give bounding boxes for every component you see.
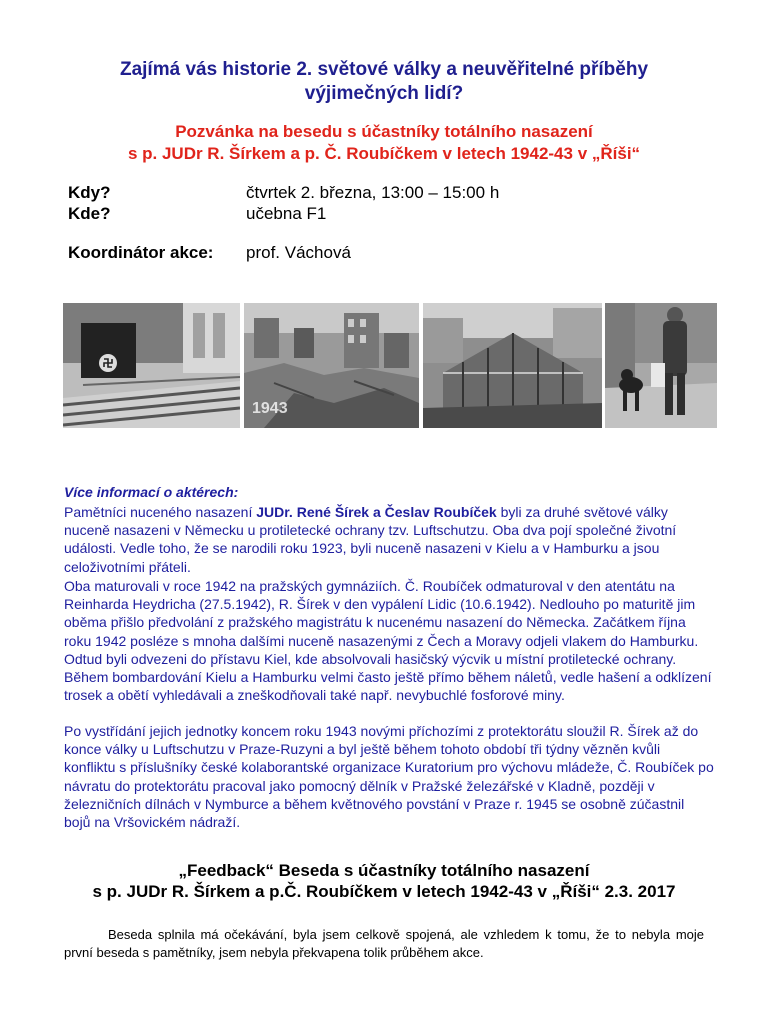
headline-line-2: výjimečných lidí? — [304, 83, 464, 104]
paragraph-1-names: JUDr. René Šírek a Česlav Roubíček — [256, 504, 497, 520]
headline — [80, 58, 688, 106]
invitation-title — [60, 121, 708, 165]
feedback-text: Beseda splnila má očekávání, byla jsem celkově spojená, ale vzhledem k tomu, že to nebyla moje první beseda s pamětníky, jsem nebyla překvapena tolik průběhem akce. — [64, 927, 704, 960]
where-row — [68, 204, 327, 224]
photo-banquet-hall — [63, 303, 240, 428]
feedback-title — [40, 860, 728, 902]
invitation-line-1: Pozvánka na besedu s účastníky totálního nasazení — [175, 122, 593, 141]
paragraph-1 — [64, 503, 714, 576]
headline-line-1: Zajímá vás historie 2. světové války a neuvěřitelné příběhy — [119, 59, 649, 80]
where-label: Kde? — [68, 204, 111, 223]
paragraph-1-rest: byli za druhé světové války nuceně nasazeni v Německu u protiletecké ochrany tzv. Luftschutzu. Oba dva pojí společné životní události. Vedle toho, že se narodili roku 1923, byli nuceně nasazeni v Kielu a v Hamburku a jsou celoživotními přáteli. — [64, 504, 677, 575]
feedback-line-2: s p. JUDr R. Šírkem a p.Č. Roubíčkem v letech 1942-43 v „Říši“ 2.3. 2017 — [92, 882, 676, 901]
paragraph-2: Oba maturovali v roce 1942 na pražských gymnáziích. Č. Roubíček odmaturoval v den atentátu na Reinharda Heydricha (27.5.1942), R. Šírek v den vypálení Lidic (10.6.1942). Nedlouho po maturitě jim oběma přišlo předvolání z pražského magistrátu k nucenému nasazení do Německa. Začátkem října roku 1942 posléze s mnoha dalšími nuceně nasazenými z Čech a Moravy odjeli vlakem do Hamburku. Odtud byli odvezeni do přístavu Kiel, kde absolvovali hasičský výcvik u místní protiletecké ochrany. Během bombardování Kielu a Hamburku velmi často ještě přímo během náletů, vedle hašení a odklízení trosek a obětí vyhledávali a zneškodňovali také např. nevybuchlé fosforové miny. — [64, 578, 712, 704]
coordinator-value: prof. Váchová — [246, 243, 351, 262]
photo-bombed-city — [244, 303, 419, 428]
when-row — [68, 183, 500, 203]
photo-caption-1943: 1943 — [252, 400, 288, 417]
when-value: čtvrtek 2. března, 13:00 – 15:00 h — [246, 183, 500, 202]
photo-ruined-hall — [423, 303, 602, 428]
invitation-line-2: s p. JUDr R. Šírkem a p. Č. Roubíčkem v letech 1942-43 v „Říši“ — [127, 144, 641, 163]
coordinator-label: Koordinátor akce: — [68, 243, 214, 262]
coordinator-row — [68, 243, 351, 263]
more-info-title: Více informací o aktérech: — [64, 484, 239, 500]
photo-man-with-dog — [605, 303, 717, 428]
feedback-line-1: „Feedback“ Beseda s účastníky totálního nasazení — [178, 861, 590, 880]
paragraph-3: Po vystřídání jejich jednotky koncem roku 1943 novými příchozími z protektorátu sloužil R. Šírek až do konce války u Luftschutzu v Praze-Ruzyni a byl ještě během tohoto období tři týdny vězněn kvůli konfliktu s příslušníky české kolaborantské organizace Kuratorium pro výchovu mládeže, Č. Roubíček po návratu do protektorátu pracoval jako pomocný dělník v Pražské železářské v Kladně, později v železničních dílnách v Nymburce a během květnového povstání v Praze r. 1945 se osobně zúčastnil bojů na Vršovickém nádraží. — [64, 723, 714, 831]
where-value: učebna F1 — [246, 204, 327, 223]
when-label: Kdy? — [68, 183, 111, 202]
paragraph-1-intro: Pamětníci nuceného nasazení — [64, 504, 257, 520]
